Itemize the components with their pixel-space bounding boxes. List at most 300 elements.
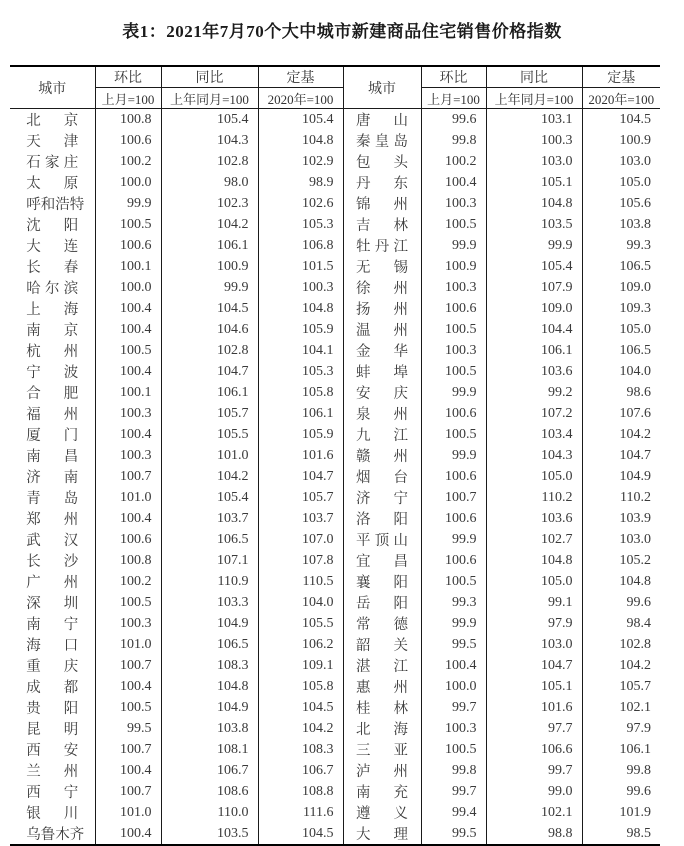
city-cell: [343, 802, 421, 823]
city-name: 牡丹江: [356, 239, 408, 255]
fixed-cell: 109.3: [582, 298, 660, 319]
city-cell: [343, 277, 421, 298]
mom-cell: 100.3: [421, 718, 486, 739]
mom-cell: 100.8: [95, 550, 161, 571]
city-name: 包头: [356, 155, 408, 171]
mom-cell: 99.3: [421, 592, 486, 613]
city-name: 北京: [26, 113, 79, 129]
city-name: 常德: [356, 617, 408, 633]
city-cell: [10, 676, 95, 697]
yoy-cell: 106.1: [161, 235, 258, 256]
fixed-cell: 105.9: [258, 424, 343, 445]
city-name: 呼和浩特: [26, 197, 85, 213]
city-cell: [10, 130, 95, 151]
yoy-cell: 104.8: [486, 193, 582, 214]
city-name: 沈阳: [26, 218, 79, 234]
city-name: 金华: [356, 344, 408, 360]
city-cell: [343, 151, 421, 172]
yoy-cell: 100.3: [486, 130, 582, 151]
yoy-cell: 105.4: [161, 109, 258, 131]
col-subheader-yoy-base-right: 上年同月=100: [486, 88, 582, 109]
city-cell: [10, 277, 95, 298]
city-cell: [10, 319, 95, 340]
city-cell: [343, 718, 421, 739]
city-cell: [343, 529, 421, 550]
fixed-cell: 105.7: [258, 487, 343, 508]
mom-cell: 100.4: [95, 298, 161, 319]
city-name: 济南: [26, 470, 79, 486]
mom-cell: 100.5: [95, 592, 161, 613]
mom-cell: 100.7: [95, 466, 161, 487]
yoy-cell: 104.7: [486, 655, 582, 676]
city-cell: [343, 172, 421, 193]
mom-cell: 99.4: [421, 802, 486, 823]
yoy-cell: 97.7: [486, 718, 582, 739]
yoy-cell: 105.4: [161, 487, 258, 508]
table-row: [10, 109, 660, 131]
fixed-cell: 97.9: [582, 718, 660, 739]
fixed-cell: 105.8: [258, 382, 343, 403]
table-row: [10, 130, 660, 151]
city-cell: [10, 697, 95, 718]
city-name: 泉州: [356, 407, 408, 423]
fixed-cell: 104.5: [582, 109, 660, 131]
fixed-cell: 106.5: [582, 256, 660, 277]
city-name: 锦州: [356, 197, 408, 213]
city-cell: [10, 445, 95, 466]
table-row: [10, 550, 660, 571]
city-name: 昆明: [26, 722, 79, 738]
yoy-cell: 105.0: [486, 571, 582, 592]
city-cell: [10, 508, 95, 529]
table-row: [10, 172, 660, 193]
city-name: 惠州: [356, 680, 408, 696]
yoy-cell: 103.0: [486, 634, 582, 655]
city-cell: [343, 235, 421, 256]
col-subheader-fixed-base-right: 2020年=100: [582, 88, 660, 109]
table-row: [10, 529, 660, 550]
yoy-cell: 99.2: [486, 382, 582, 403]
yoy-cell: 100.9: [161, 256, 258, 277]
city-name: 岳阳: [356, 596, 408, 612]
city-cell: [10, 760, 95, 781]
fixed-cell: 104.9: [582, 466, 660, 487]
fixed-cell: 106.7: [258, 760, 343, 781]
table-row: [10, 508, 660, 529]
fixed-cell: 103.0: [582, 151, 660, 172]
city-name: 天津: [26, 134, 79, 150]
city-name: 南京: [26, 323, 79, 339]
city-name: 海口: [26, 638, 79, 654]
city-name: 哈尔滨: [26, 281, 79, 297]
fixed-cell: 105.4: [258, 109, 343, 131]
mom-cell: 99.8: [421, 760, 486, 781]
yoy-cell: 99.9: [486, 235, 582, 256]
city-cell: [343, 676, 421, 697]
fixed-cell: 107.0: [258, 529, 343, 550]
table-row: [10, 424, 660, 445]
mom-cell: 100.2: [95, 571, 161, 592]
mom-cell: 100.3: [421, 277, 486, 298]
city-cell: [343, 319, 421, 340]
fixed-cell: 103.0: [582, 529, 660, 550]
table-row: [10, 613, 660, 634]
mom-cell: 100.5: [95, 214, 161, 235]
table-row: [10, 340, 660, 361]
fixed-cell: 105.6: [582, 193, 660, 214]
mom-cell: 100.7: [95, 739, 161, 760]
city-name: 蚌埠: [356, 365, 408, 381]
city-cell: [10, 109, 95, 131]
city-name: 郑州: [26, 512, 79, 528]
city-name: 徐州: [356, 281, 408, 297]
fixed-cell: 106.1: [582, 739, 660, 760]
fixed-cell: 104.0: [258, 592, 343, 613]
city-name: 杭州: [26, 344, 79, 360]
mom-cell: 100.5: [421, 424, 486, 445]
city-name: 宜昌: [356, 554, 408, 570]
mom-cell: 100.4: [95, 424, 161, 445]
fixed-cell: 101.9: [582, 802, 660, 823]
mom-cell: 100.5: [95, 697, 161, 718]
col-header-yoy-right: 同比: [486, 66, 582, 88]
city-cell: [343, 193, 421, 214]
city-cell: [10, 739, 95, 760]
city-cell: [343, 340, 421, 361]
mom-cell: 100.4: [95, 319, 161, 340]
yoy-cell: 103.0: [486, 151, 582, 172]
city-cell: [343, 298, 421, 319]
city-cell: [10, 466, 95, 487]
yoy-cell: 105.1: [486, 172, 582, 193]
yoy-cell: 103.5: [486, 214, 582, 235]
yoy-cell: 103.3: [161, 592, 258, 613]
mom-cell: 100.1: [95, 256, 161, 277]
city-cell: [343, 592, 421, 613]
mom-cell: 99.5: [421, 823, 486, 845]
table-title: 表1：2021年7月70个大中城市新建商品住宅销售价格指数: [122, 22, 562, 41]
fixed-cell: 105.3: [258, 214, 343, 235]
city-cell: [10, 634, 95, 655]
city-name: 深圳: [26, 596, 79, 612]
mom-cell: 100.1: [95, 382, 161, 403]
yoy-cell: 105.7: [161, 403, 258, 424]
fixed-cell: 105.0: [582, 319, 660, 340]
mom-cell: 100.0: [95, 277, 161, 298]
yoy-cell: 104.6: [161, 319, 258, 340]
city-name: 秦皇岛: [356, 134, 408, 150]
city-cell: [343, 487, 421, 508]
city-name: 西宁: [26, 785, 79, 801]
yoy-cell: 101.6: [486, 697, 582, 718]
city-cell: [10, 214, 95, 235]
city-name: 福州: [26, 407, 79, 423]
city-name: 长沙: [26, 554, 79, 570]
city-cell: [10, 718, 95, 739]
table-row: [10, 466, 660, 487]
fixed-cell: 103.7: [258, 508, 343, 529]
fixed-cell: 102.9: [258, 151, 343, 172]
fixed-cell: 106.8: [258, 235, 343, 256]
city-name: 石家庄: [26, 155, 79, 171]
fixed-cell: 105.0: [582, 172, 660, 193]
table-row: [10, 718, 660, 739]
mom-cell: 100.6: [421, 550, 486, 571]
yoy-cell: 104.9: [161, 613, 258, 634]
city-name: 重庆: [26, 659, 79, 675]
col-header-yoy-left: 同比: [161, 66, 258, 88]
city-cell: [343, 130, 421, 151]
table-row: [10, 193, 660, 214]
city-cell: [343, 571, 421, 592]
mom-cell: 99.5: [95, 718, 161, 739]
mom-cell: 100.4: [421, 172, 486, 193]
mom-cell: 99.9: [95, 193, 161, 214]
yoy-cell: 99.9: [161, 277, 258, 298]
table-row: [10, 277, 660, 298]
fixed-cell: 104.5: [258, 823, 343, 845]
city-cell: [10, 781, 95, 802]
city-cell: [10, 256, 95, 277]
table-row: [10, 634, 660, 655]
city-cell: [10, 361, 95, 382]
city-name: 桂林: [356, 701, 408, 717]
city-name: 遵义: [356, 806, 408, 822]
city-cell: [10, 823, 95, 845]
city-name: 大连: [26, 239, 79, 255]
city-name: 无锡: [356, 260, 408, 276]
fixed-cell: 104.8: [582, 571, 660, 592]
city-cell: [343, 256, 421, 277]
fixed-cell: 110.5: [258, 571, 343, 592]
mom-cell: 100.0: [421, 676, 486, 697]
mom-cell: 100.6: [421, 466, 486, 487]
mom-cell: 100.4: [95, 361, 161, 382]
yoy-cell: 104.7: [161, 361, 258, 382]
mom-cell: 100.6: [421, 403, 486, 424]
fixed-cell: 99.6: [582, 592, 660, 613]
city-name: 济宁: [356, 491, 408, 507]
mom-cell: 100.3: [95, 445, 161, 466]
table-header: [10, 66, 660, 109]
fixed-cell: 105.5: [258, 613, 343, 634]
yoy-cell: 106.1: [161, 382, 258, 403]
city-name: 南昌: [26, 449, 79, 465]
fixed-cell: 108.8: [258, 781, 343, 802]
city-cell: [343, 508, 421, 529]
city-cell: [343, 214, 421, 235]
city-name: 平顶山: [356, 533, 408, 549]
mom-cell: 100.5: [421, 739, 486, 760]
mom-cell: 100.9: [421, 256, 486, 277]
city-name: 湛江: [356, 659, 408, 675]
yoy-cell: 103.1: [486, 109, 582, 131]
mom-cell: 100.3: [95, 613, 161, 634]
yoy-cell: 105.5: [161, 424, 258, 445]
city-cell: [343, 403, 421, 424]
yoy-cell: 104.2: [161, 466, 258, 487]
fixed-cell: 104.2: [582, 655, 660, 676]
city-cell: [343, 550, 421, 571]
city-name: 唐山: [356, 113, 408, 129]
yoy-cell: 110.9: [161, 571, 258, 592]
fixed-cell: 102.8: [582, 634, 660, 655]
mom-cell: 99.6: [421, 109, 486, 131]
col-header-fixed-left: 定基: [258, 66, 343, 88]
fixed-cell: 104.0: [582, 361, 660, 382]
header-row-main: [10, 66, 660, 88]
yoy-cell: 104.2: [161, 214, 258, 235]
mom-cell: 99.5: [421, 634, 486, 655]
fixed-cell: 106.2: [258, 634, 343, 655]
mom-cell: 99.9: [421, 382, 486, 403]
yoy-cell: 101.0: [161, 445, 258, 466]
mom-cell: 99.7: [421, 697, 486, 718]
fixed-cell: 105.8: [258, 676, 343, 697]
city-name: 兰州: [26, 764, 79, 780]
yoy-cell: 102.8: [161, 151, 258, 172]
fixed-cell: 101.6: [258, 445, 343, 466]
city-name: 成都: [26, 680, 79, 696]
yoy-cell: 103.6: [486, 361, 582, 382]
fixed-cell: 110.2: [582, 487, 660, 508]
city-name: 温州: [356, 323, 408, 339]
mom-cell: 100.3: [95, 403, 161, 424]
table-row: [10, 739, 660, 760]
city-name: 三亚: [356, 743, 408, 759]
city-name: 烟台: [356, 470, 408, 486]
fixed-cell: 109.0: [582, 277, 660, 298]
city-cell: [10, 802, 95, 823]
mom-cell: 100.6: [95, 235, 161, 256]
table-row: [10, 592, 660, 613]
mom-cell: 99.8: [421, 130, 486, 151]
table-row: [10, 487, 660, 508]
mom-cell: 100.5: [421, 319, 486, 340]
city-cell: [10, 382, 95, 403]
mom-cell: 100.4: [421, 655, 486, 676]
mom-cell: 100.4: [95, 508, 161, 529]
yoy-cell: 102.8: [161, 340, 258, 361]
yoy-cell: 103.5: [161, 823, 258, 845]
yoy-cell: 105.4: [486, 256, 582, 277]
city-name: 西安: [26, 743, 79, 759]
fixed-cell: 111.6: [258, 802, 343, 823]
city-name: 宁波: [26, 365, 79, 381]
yoy-cell: 98.0: [161, 172, 258, 193]
mom-cell: 100.4: [95, 760, 161, 781]
city-name: 大理: [356, 827, 408, 843]
city-name: 太原: [26, 176, 79, 192]
fixed-cell: 104.5: [258, 697, 343, 718]
fixed-cell: 103.9: [582, 508, 660, 529]
table-row: [10, 655, 660, 676]
mom-cell: 100.6: [421, 508, 486, 529]
mom-cell: 100.6: [421, 298, 486, 319]
fixed-cell: 105.9: [258, 319, 343, 340]
city-cell: [10, 193, 95, 214]
yoy-cell: 106.1: [486, 340, 582, 361]
yoy-cell: 103.6: [486, 508, 582, 529]
mom-cell: 100.5: [95, 340, 161, 361]
city-name: 九江: [356, 428, 408, 444]
yoy-cell: 108.1: [161, 739, 258, 760]
table-row: [10, 403, 660, 424]
mom-cell: 100.2: [95, 151, 161, 172]
city-name: 韶关: [356, 638, 408, 654]
table-row: [10, 760, 660, 781]
yoy-cell: 104.8: [486, 550, 582, 571]
city-cell: [343, 382, 421, 403]
city-name: 南宁: [26, 617, 79, 633]
city-cell: [10, 403, 95, 424]
yoy-cell: 108.3: [161, 655, 258, 676]
city-cell: [10, 613, 95, 634]
city-name: 吉林: [356, 218, 408, 234]
fixed-cell: 98.9: [258, 172, 343, 193]
mom-cell: 99.7: [421, 781, 486, 802]
yoy-cell: 104.9: [161, 697, 258, 718]
city-name: 乌鲁木齐: [26, 827, 85, 843]
city-cell: [343, 613, 421, 634]
fixed-cell: 102.1: [582, 697, 660, 718]
fixed-cell: 104.7: [582, 445, 660, 466]
col-subheader-mom-base-left: 上月=100: [95, 88, 161, 109]
fixed-cell: 104.2: [582, 424, 660, 445]
fixed-cell: 104.2: [258, 718, 343, 739]
yoy-cell: 103.7: [161, 508, 258, 529]
yoy-cell: 109.0: [486, 298, 582, 319]
col-subheader-fixed-base-left: 2020年=100: [258, 88, 343, 109]
city-cell: [343, 466, 421, 487]
city-name: 南充: [356, 785, 408, 801]
table-row: [10, 445, 660, 466]
city-name: 北海: [356, 722, 408, 738]
mom-cell: 100.5: [421, 214, 486, 235]
yoy-cell: 108.6: [161, 781, 258, 802]
yoy-cell: 105.1: [486, 676, 582, 697]
yoy-cell: 106.6: [486, 739, 582, 760]
fixed-cell: 99.8: [582, 760, 660, 781]
city-cell: [10, 655, 95, 676]
table-body: [10, 109, 660, 846]
mom-cell: 100.4: [95, 676, 161, 697]
yoy-cell: 102.7: [486, 529, 582, 550]
table-row: [10, 319, 660, 340]
mom-cell: 100.6: [95, 529, 161, 550]
fixed-cell: 104.1: [258, 340, 343, 361]
city-cell: [343, 445, 421, 466]
mom-cell: 100.3: [421, 193, 486, 214]
mom-cell: 100.7: [421, 487, 486, 508]
city-cell: [10, 424, 95, 445]
yoy-cell: 107.9: [486, 277, 582, 298]
city-name: 襄阳: [356, 575, 408, 591]
city-cell: [343, 361, 421, 382]
city-cell: [10, 151, 95, 172]
city-cell: [10, 529, 95, 550]
yoy-cell: 106.5: [161, 634, 258, 655]
city-name: 泸州: [356, 764, 408, 780]
table-row: [10, 256, 660, 277]
city-cell: [343, 823, 421, 845]
mom-cell: 99.9: [421, 529, 486, 550]
fixed-cell: 99.6: [582, 781, 660, 802]
city-cell: [10, 298, 95, 319]
yoy-cell: 110.0: [161, 802, 258, 823]
mom-cell: 101.0: [95, 634, 161, 655]
table-row: [10, 151, 660, 172]
